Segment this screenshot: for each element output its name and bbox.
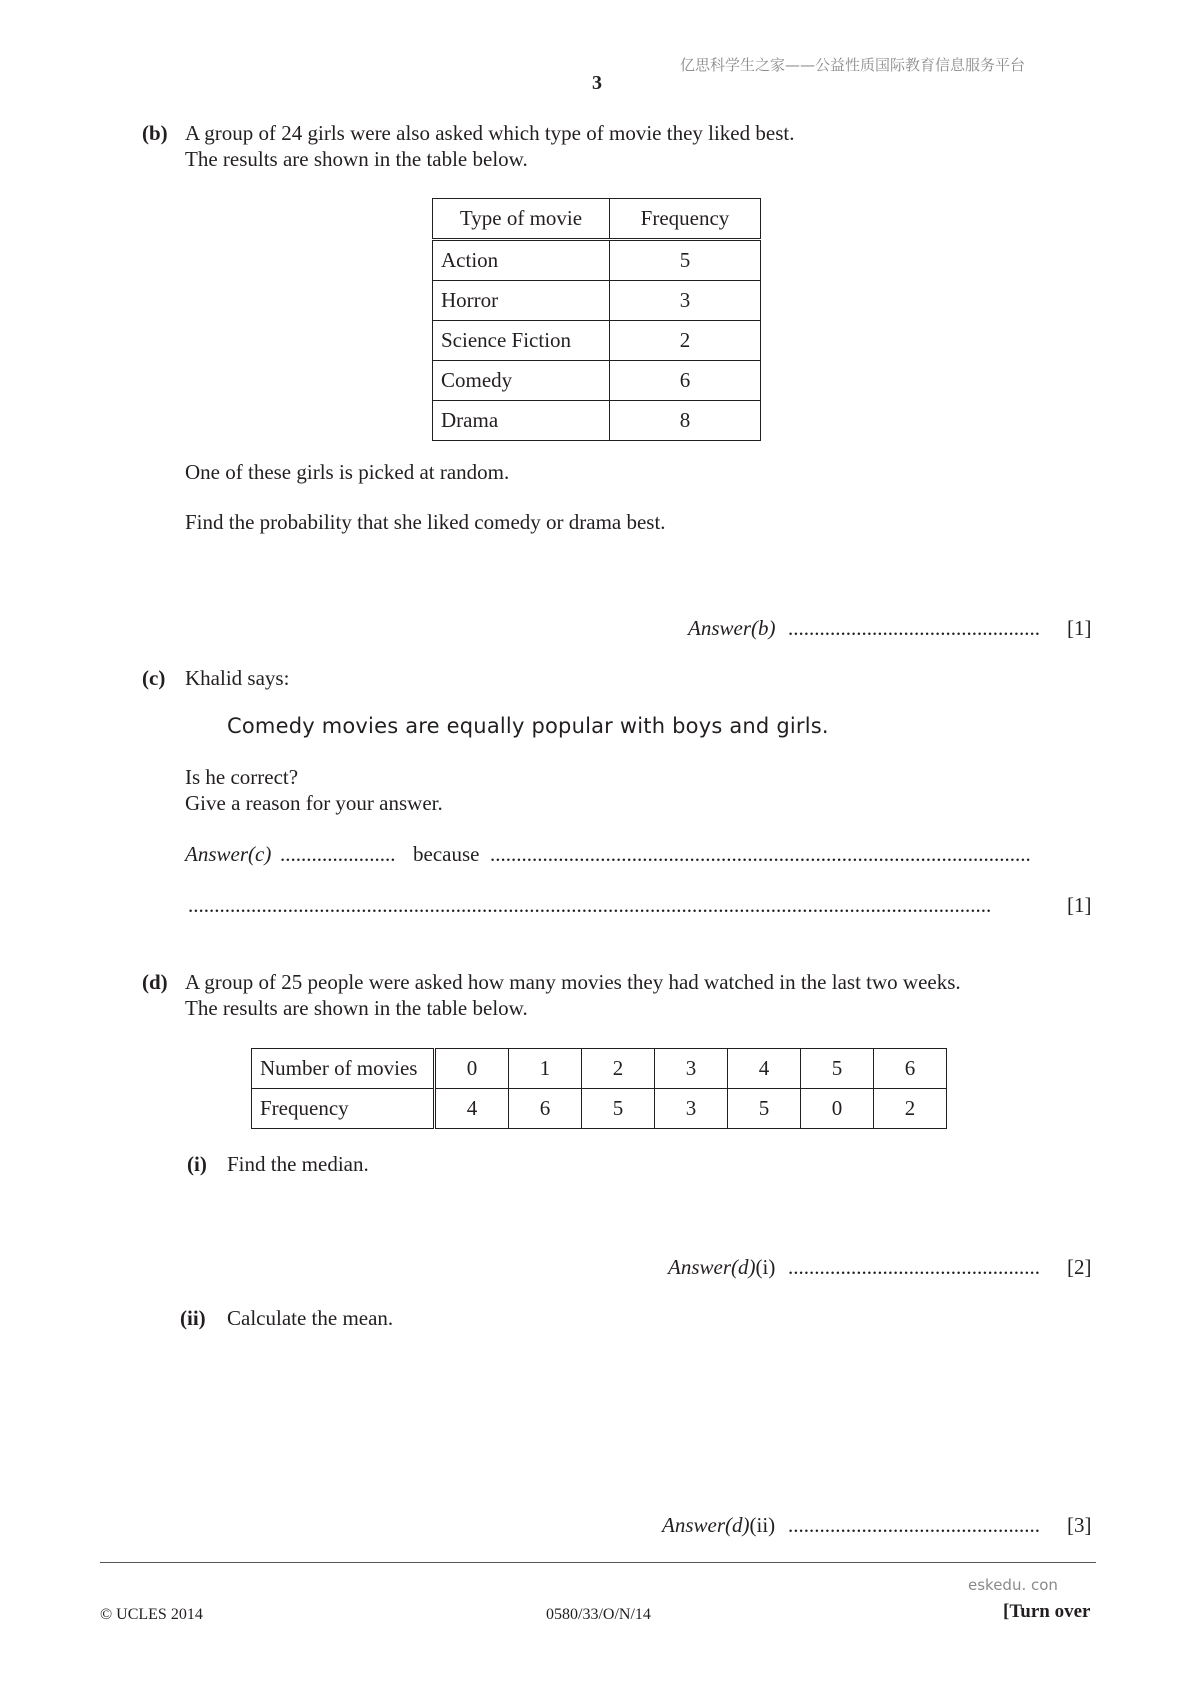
frequency-cell: 3 xyxy=(610,281,761,321)
table-header-row xyxy=(433,199,761,240)
part-b-line1: A group of 24 girls were also asked which type of movie they liked best. xyxy=(185,121,795,145)
answer-dii-field[interactable]: ................................................ xyxy=(788,1513,1040,1537)
frequency-cell: 5 xyxy=(582,1089,655,1129)
part-b-text1: One of these girls is picked at random. xyxy=(185,460,510,484)
row-header-number-of-movies: Number of movies xyxy=(252,1049,435,1089)
part-c-label: (c) xyxy=(142,666,166,690)
answer-dii-suffix: (ii) xyxy=(749,1513,776,1537)
part-c-intro: Khalid says: xyxy=(185,666,290,690)
answer-b-label: Answer(b) xyxy=(688,616,776,640)
movie-type-cell: Drama xyxy=(433,401,610,441)
answer-di-marks: [2] xyxy=(1067,1255,1092,1279)
answer-dii-marks: [3] xyxy=(1067,1513,1092,1537)
movies-cell: 6 xyxy=(874,1049,947,1089)
answer-b-marks: [1] xyxy=(1067,616,1092,640)
table-row xyxy=(433,281,761,321)
table-row xyxy=(433,321,761,361)
answer-dii-label: Answer(d) xyxy=(662,1513,750,1537)
part-b-text2: Find the probability that she liked comedy or drama best. xyxy=(185,510,666,534)
movies-cell: 1 xyxy=(509,1049,582,1089)
frequency-row xyxy=(252,1089,947,1129)
sub-ii-label: (ii) xyxy=(180,1306,206,1330)
answer-c-reason-field[interactable]: ....................................................................................................... xyxy=(490,842,1031,866)
movies-cell: 0 xyxy=(435,1049,509,1089)
frequency-cell: 2 xyxy=(874,1089,947,1129)
part-d-line1: A group of 25 people were asked how many movies they had watched in the last two weeks. xyxy=(185,970,961,994)
sub-i-text: Find the median. xyxy=(227,1152,369,1176)
copyright: © UCLES 2014 xyxy=(100,1606,203,1623)
frequency-cell: 5 xyxy=(728,1089,801,1129)
because-label: because xyxy=(413,842,480,866)
answer-di-suffix: (i) xyxy=(755,1255,776,1279)
answer-dii-label-group xyxy=(662,1513,775,1538)
movies-frequency-table xyxy=(251,1048,947,1129)
answer-di-label: Answer(d) xyxy=(668,1255,756,1279)
movie-type-cell: Science Fiction xyxy=(433,321,610,361)
frequency-cell: 5 xyxy=(610,240,761,281)
frequency-cell: 0 xyxy=(801,1089,874,1129)
col-header-frequency: Frequency xyxy=(610,199,761,240)
page-number: 3 xyxy=(592,72,602,94)
movies-cell: 5 xyxy=(801,1049,874,1089)
movie-type-cell: Horror xyxy=(433,281,610,321)
watermark-top: 亿思科学生之家——公益性质国际教育信息服务平台 xyxy=(680,56,1026,74)
frequency-cell: 3 xyxy=(655,1089,728,1129)
part-d-label: (d) xyxy=(142,970,168,994)
part-c-q1: Is he correct? xyxy=(185,765,299,789)
answer-c-reason-line2[interactable]: ......................................................................................................................................................... xyxy=(188,893,992,917)
part-b-line2: The results are shown in the table below. xyxy=(185,147,528,171)
frequency-cell: 6 xyxy=(610,361,761,401)
movie-type-table xyxy=(432,198,761,441)
sub-i-label: (i) xyxy=(187,1152,207,1176)
table-row xyxy=(433,240,761,281)
answer-b-field[interactable]: ................................................ xyxy=(788,616,1040,640)
footer-divider xyxy=(100,1562,1096,1563)
turn-over: [Turn over xyxy=(1003,1601,1091,1622)
row-header-frequency: Frequency xyxy=(252,1089,435,1129)
movies-cell: 2 xyxy=(582,1049,655,1089)
answer-c-label: Answer(c) xyxy=(185,842,272,866)
frequency-cell: 6 xyxy=(509,1089,582,1129)
table-row xyxy=(433,401,761,441)
sub-ii-text: Calculate the mean. xyxy=(227,1306,394,1330)
answer-c-marks: [1] xyxy=(1067,893,1092,917)
paper-code: 0580/33/O/N/14 xyxy=(546,1606,651,1623)
answer-di-field[interactable]: ................................................ xyxy=(788,1255,1040,1279)
part-b-label: (b) xyxy=(142,121,168,145)
frequency-cell: 2 xyxy=(610,321,761,361)
movies-cell: 3 xyxy=(655,1049,728,1089)
col-header-type: Type of movie xyxy=(433,199,610,240)
answer-c-yesno-field[interactable]: ...................... xyxy=(280,842,396,866)
frequency-cell: 8 xyxy=(610,401,761,441)
watermark-bottom: eskedu. con xyxy=(968,1576,1058,1594)
table-row xyxy=(433,361,761,401)
movie-type-cell: Comedy xyxy=(433,361,610,401)
answer-di-label-group xyxy=(668,1255,775,1280)
movies-cell: 4 xyxy=(728,1049,801,1089)
number-of-movies-row xyxy=(252,1049,947,1089)
khalid-quote: Comedy movies are equally popular with boys and girls. xyxy=(227,714,829,738)
movie-type-cell: Action xyxy=(433,240,610,281)
frequency-cell: 4 xyxy=(435,1089,509,1129)
part-c-q2: Give a reason for your answer. xyxy=(185,791,443,815)
part-d-line2: The results are shown in the table below. xyxy=(185,996,528,1020)
